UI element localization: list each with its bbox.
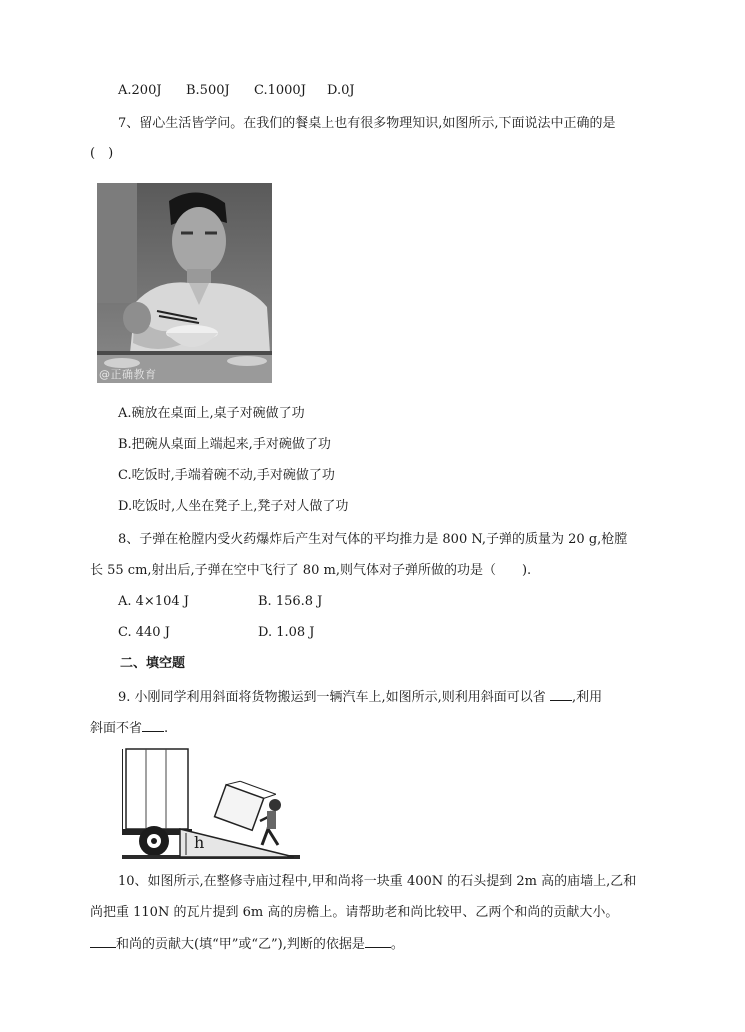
q8-stem-line2: 长 55 cm,射出后,子弹在空中飞行了 80 m,则气体对子弹所做的功是（ ). bbox=[90, 563, 532, 578]
q9-ramp-diagram bbox=[122, 745, 300, 863]
q7-option-c: C.吃饭时,手端着碗不动,手对碗做了功 bbox=[118, 468, 335, 483]
q10-line3-tail: 。 bbox=[390, 937, 404, 952]
q9-line2 bbox=[90, 719, 168, 738]
truck-ramp-illustration bbox=[122, 745, 300, 863]
q10-line3-text: 和尚的贡献大(填“甲”或“乙”),判断的依据是 bbox=[116, 937, 365, 952]
photo-watermark: @正确教育 bbox=[99, 368, 157, 381]
q9-line2-text: 斜面不省 bbox=[90, 721, 143, 736]
q7-stem: 7、留心生活皆学问。在我们的餐桌上也有很多物理知识,如图所示,下面说法中正确的是 bbox=[118, 116, 616, 131]
q7-option-b: B.把碗从桌面上端起来,手对碗做了功 bbox=[118, 437, 331, 452]
q8-option-d: D. 1.08 J bbox=[258, 625, 315, 640]
q7-answer-paren: ( ) bbox=[90, 146, 114, 161]
q10-blank-2 bbox=[365, 935, 391, 948]
q8-stem-line1: 8、子弹在枪膛内受火药爆炸后产生对气体的平均推力是 800 N,子弹的质量为 20 g,枪膛 bbox=[118, 532, 628, 547]
q7-option-d: D.吃饭时,人坐在凳子上,凳子对人做了功 bbox=[118, 499, 349, 514]
q6-options bbox=[118, 82, 355, 100]
section-heading-fill-blank: 二、填空题 bbox=[120, 656, 186, 671]
q10-blank-1 bbox=[90, 935, 116, 948]
q7-option-a: A.碗放在桌面上,桌子对碗做了功 bbox=[118, 406, 305, 421]
q6-option-b: B.500J bbox=[186, 83, 230, 98]
dining-photo-illustration bbox=[97, 183, 272, 383]
q6-option-c: C.1000J bbox=[254, 83, 306, 98]
q10-line3 bbox=[90, 935, 404, 954]
q6-option-a: A.200J bbox=[118, 83, 162, 98]
q9-line1-text: 9. 小刚同学利用斜面将货物搬运到一辆汽车上,如图所示,则利用斜面可以省 bbox=[118, 690, 550, 705]
q10-line2: 尚把重 110N 的瓦片提到 6m 高的房檐上。请帮助老和尚比较甲、乙两个和尚的贡献大小。 bbox=[90, 905, 619, 920]
q6-option-d: D.0J bbox=[327, 83, 355, 98]
ramp-height-label: h bbox=[194, 833, 205, 852]
q9-line2-tail: . bbox=[164, 721, 169, 736]
q9-blank-1 bbox=[550, 688, 572, 701]
q10-line1: 10、如图所示,在整修寺庙过程中,甲和尚将一块重 400N 的石头提到 2m 高的庙墙上,乙和 bbox=[118, 874, 637, 889]
q8-option-c: C. 440 J bbox=[118, 625, 170, 640]
q9-blank-2 bbox=[142, 719, 164, 732]
q7-photo bbox=[97, 183, 272, 383]
q9-line1-tail: ,利用 bbox=[571, 690, 603, 705]
q8-option-a: A. 4×104 J bbox=[118, 594, 189, 609]
q8-option-b: B. 156.8 J bbox=[258, 594, 323, 609]
q9-line1 bbox=[118, 688, 602, 707]
